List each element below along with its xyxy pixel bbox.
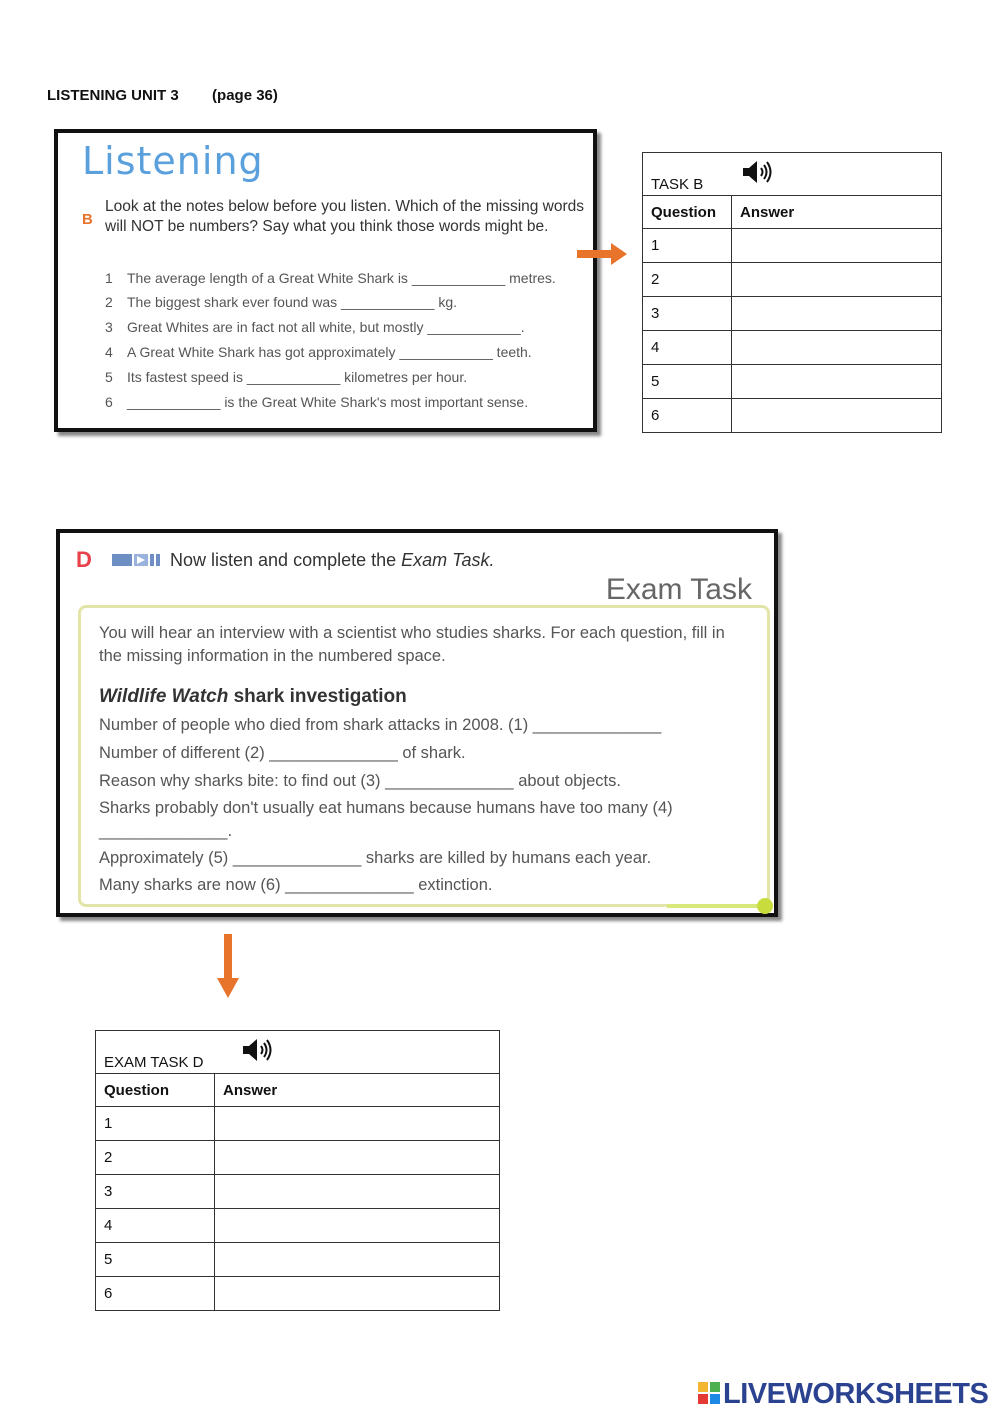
table-row <box>643 297 942 331</box>
task-d-title: EXAM TASK D <box>104 1054 204 1071</box>
answer-field[interactable] <box>732 229 942 263</box>
listening-title: Listening <box>82 139 264 183</box>
task-b-excerpt <box>54 129 597 432</box>
section-letter-b: B <box>82 211 93 228</box>
logo-text: LIVEWORKSHEETS <box>723 1378 989 1410</box>
question-number: 3 <box>643 297 732 331</box>
question-number: 4 <box>643 331 732 365</box>
task-b-item: 1 The average length of a Great White Shark is ____________ metres. <box>105 270 556 286</box>
answer-field[interactable] <box>215 1277 500 1311</box>
speaker-icon[interactable] <box>741 159 775 185</box>
liveworksheets-logo[interactable] <box>698 1378 988 1411</box>
answer-field[interactable] <box>215 1209 500 1243</box>
task-b-item: 2 The biggest shark ever found was ____________ kg. <box>105 294 458 310</box>
question-header: Question <box>643 196 732 229</box>
speaker-icon[interactable] <box>241 1037 275 1063</box>
question-number: 1 <box>96 1107 215 1141</box>
question-header: Question <box>96 1074 215 1107</box>
answer-field[interactable] <box>215 1243 500 1277</box>
exam-task-line: Number of different (2) ______________ of shark. <box>99 744 466 762</box>
table-row <box>643 263 942 297</box>
task-b-item: 4 A Great White Shark has got approximately ____________ teeth. <box>105 344 532 360</box>
decorative-pin <box>667 896 777 916</box>
task-d-excerpt <box>56 529 778 917</box>
section-letter-d: D <box>76 547 92 572</box>
question-number: 3 <box>96 1175 215 1209</box>
exam-task-line: Reason why sharks bite: to find out (3) ______________ about objects. <box>99 772 621 790</box>
task-b-answer-table <box>642 152 942 433</box>
table-row <box>96 1243 500 1277</box>
question-number: 5 <box>96 1243 215 1277</box>
exam-task-description: You will hear an interview with a scientist who studies sharks. For each question, fill in the missing information in the numbered space. <box>99 624 725 665</box>
table-row <box>643 399 942 433</box>
table-row <box>96 1209 500 1243</box>
question-number: 5 <box>643 365 732 399</box>
answer-header: Answer <box>215 1074 500 1107</box>
answer-field[interactable] <box>732 399 942 433</box>
task-b-item: 5 Its fastest speed is ____________ kilometres per hour. <box>105 369 468 385</box>
exam-task-line: Number of people who died from shark attacks in 2008. (1) ______________ <box>99 716 662 734</box>
question-number: 1 <box>643 229 732 263</box>
question-number: 6 <box>96 1277 215 1311</box>
task-b-item: 3 Great Whites are in fact not all white, but mostly ____________. <box>105 319 525 335</box>
arrow-down-icon <box>217 934 239 998</box>
answer-header: Answer <box>732 196 942 229</box>
answer-field[interactable] <box>732 263 942 297</box>
answer-field[interactable] <box>215 1107 500 1141</box>
answer-field[interactable] <box>732 331 942 365</box>
task-b-instruction: Look at the notes below before you listen. Which of the missing words will NOT be numbers? Say what you think those words might be. <box>105 198 585 235</box>
question-number: 2 <box>643 263 732 297</box>
task-d-answer-table <box>95 1030 500 1311</box>
table-row <box>643 229 942 263</box>
task-d-instruction: Now listen and complete the Exam Task. <box>170 550 495 570</box>
exam-task-frame <box>78 605 770 907</box>
exam-task-line: Sharks probably don't usually eat humans because humans have too many (4) ______________. <box>99 799 673 840</box>
table-row <box>96 1107 500 1141</box>
table-row <box>643 331 942 365</box>
worksheet-heading <box>47 87 278 104</box>
cd-track-icon <box>112 552 160 568</box>
answer-field[interactable] <box>732 365 942 399</box>
answer-field[interactable] <box>215 1141 500 1175</box>
logo-blocks-icon <box>698 1382 720 1404</box>
table-title-cell <box>643 153 942 196</box>
exam-task-label: Exam Task <box>605 573 752 606</box>
exam-task-line: Many sharks are now (6) ______________ extinction. <box>99 876 493 894</box>
task-b-title: TASK B <box>651 176 704 193</box>
unit-label: LISTENING UNIT 3 <box>47 87 179 104</box>
exam-task-line: Approximately (5) ______________ sharks are killed by humans each year. <box>99 849 652 867</box>
table-row <box>643 365 942 399</box>
task-b-item: 6 ____________ is the Great White Shark's most important sense. <box>105 394 529 410</box>
question-number: 6 <box>643 399 732 433</box>
answer-field[interactable] <box>732 297 942 331</box>
table-row <box>96 1277 500 1311</box>
question-number: 2 <box>96 1141 215 1175</box>
table-title-cell <box>96 1031 500 1074</box>
exam-task-subtitle: Wildlife Watch shark investigation <box>99 686 407 707</box>
arrow-right-icon <box>577 243 627 265</box>
answer-field[interactable] <box>215 1175 500 1209</box>
table-row <box>96 1141 500 1175</box>
table-row <box>96 1175 500 1209</box>
page-label: (page 36) <box>212 87 278 104</box>
question-number: 4 <box>96 1209 215 1243</box>
